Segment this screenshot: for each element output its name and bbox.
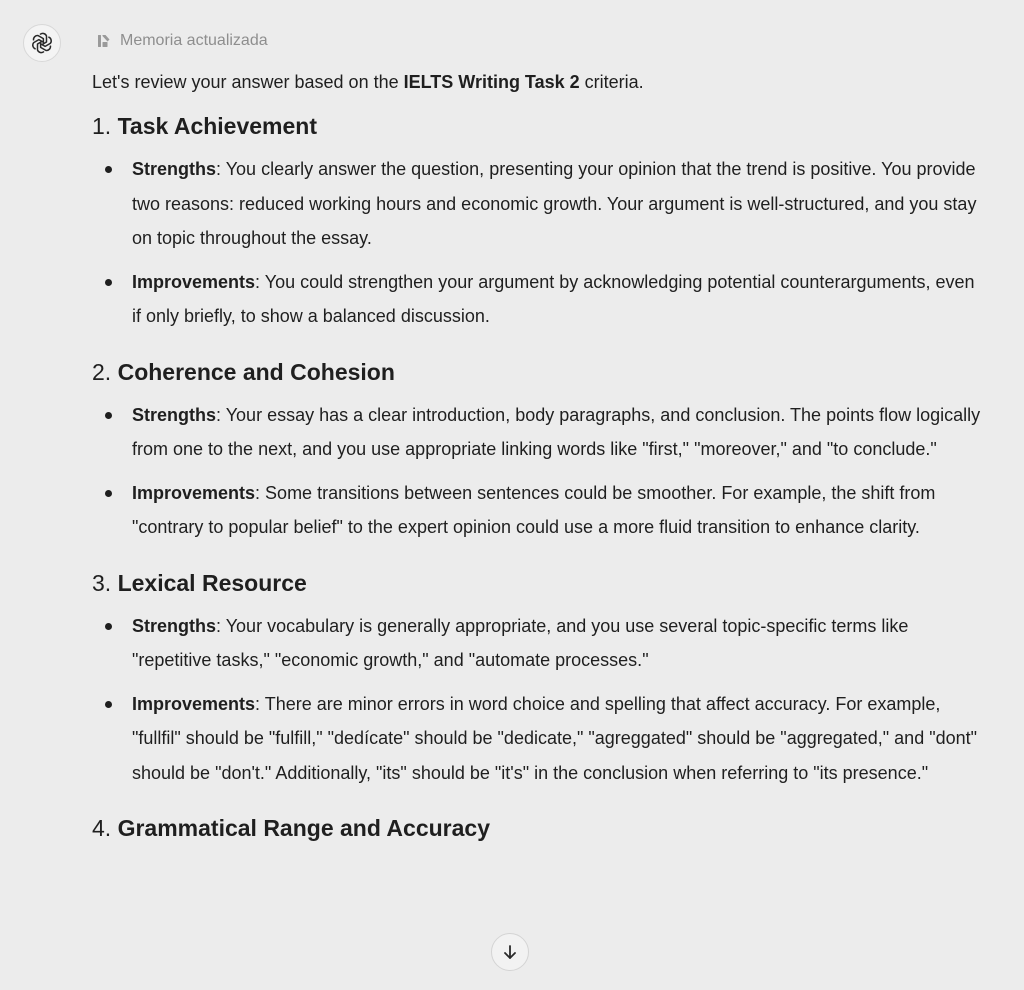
section-title: Lexical Resource bbox=[117, 569, 307, 596]
item-label: Improvements bbox=[132, 271, 256, 292]
list-item bbox=[92, 687, 982, 791]
section-heading bbox=[92, 812, 982, 844]
section-number: 4. bbox=[92, 815, 112, 841]
section-title: Grammatical Range and Accuracy bbox=[117, 815, 490, 841]
section-number: 1. bbox=[92, 113, 112, 139]
item-text: : Some transitions between sentences could be smoother. For example, the shift from "contrary to popular belief" to the expert opinion could use a more fluid transition to enhance clarity. bbox=[132, 482, 936, 537]
assistant-message bbox=[92, 68, 982, 854]
section-list bbox=[92, 152, 982, 334]
item-label: Improvements bbox=[132, 693, 256, 714]
section-heading bbox=[92, 356, 982, 388]
assistant-avatar bbox=[23, 24, 61, 62]
bullet-icon bbox=[105, 490, 112, 497]
item-text: : Your essay has a clear introduction, body paragraphs, and conclusion. The points flow logically from one to the next, and you use appropriate linking words like "first," "moreover," and "to conclude." bbox=[132, 404, 981, 459]
section-number: 2. bbox=[92, 358, 112, 385]
list-item bbox=[92, 152, 982, 256]
list-item bbox=[92, 476, 982, 545]
item-label: Strengths bbox=[132, 404, 217, 425]
list-item bbox=[92, 398, 982, 467]
section-list bbox=[92, 609, 982, 791]
item-label: Strengths bbox=[132, 615, 217, 636]
arrow-down-icon bbox=[501, 943, 519, 961]
bullet-icon bbox=[105, 701, 112, 708]
bullet-icon bbox=[105, 412, 112, 419]
bullet-icon bbox=[105, 166, 112, 173]
section-heading bbox=[92, 110, 982, 142]
memory-icon bbox=[96, 33, 112, 49]
list-item bbox=[92, 265, 982, 334]
intro-bold-text: IELTS Writing Task 2 bbox=[403, 72, 580, 92]
item-text: : You clearly answer the question, presenting your opinion that the trend is positive. You provide two reasons: reduced working hours and economic growth. Your argument is well-structured, and you stay on topic throughout the essay. bbox=[132, 159, 977, 248]
section-list bbox=[92, 398, 982, 545]
section-title: Coherence and Cohesion bbox=[117, 358, 395, 385]
intro-text-end: criteria. bbox=[579, 72, 644, 92]
intro-text: Let's review your answer based on the bbox=[92, 72, 404, 92]
section-title: Task Achievement bbox=[117, 113, 317, 139]
memory-updated-status[interactable] bbox=[96, 32, 268, 50]
item-text: : There are minor errors in word choice and spelling that affect accuracy. For example, "fullfil" should be "fulfill," "dedícate" should be "dedicate," "agreggated" should be "aggregated," and "dont" should be "don't." Additionally, "its" should be "it's" in the conclusion when referring to "its presence." bbox=[132, 693, 978, 783]
bullet-icon bbox=[105, 623, 112, 630]
section-number: 3. bbox=[92, 569, 112, 596]
item-label: Strengths bbox=[132, 159, 217, 179]
section-heading bbox=[92, 567, 982, 599]
item-text: : Your vocabulary is generally appropriate, and you use several topic-specific terms like "repetitive tasks," "economic growth," and "automate processes." bbox=[132, 615, 909, 670]
item-text: : You could strengthen your argument by acknowledging potential counterarguments, even if only briefly, to show a balanced discussion. bbox=[132, 271, 975, 326]
bullet-icon bbox=[105, 279, 112, 286]
item-label: Improvements bbox=[132, 482, 256, 503]
openai-logo-icon bbox=[30, 31, 54, 55]
message-intro bbox=[92, 68, 982, 96]
memory-updated-label: Memoria actualizada bbox=[120, 32, 268, 49]
scroll-to-bottom-button[interactable] bbox=[491, 933, 529, 971]
list-item bbox=[92, 609, 982, 678]
